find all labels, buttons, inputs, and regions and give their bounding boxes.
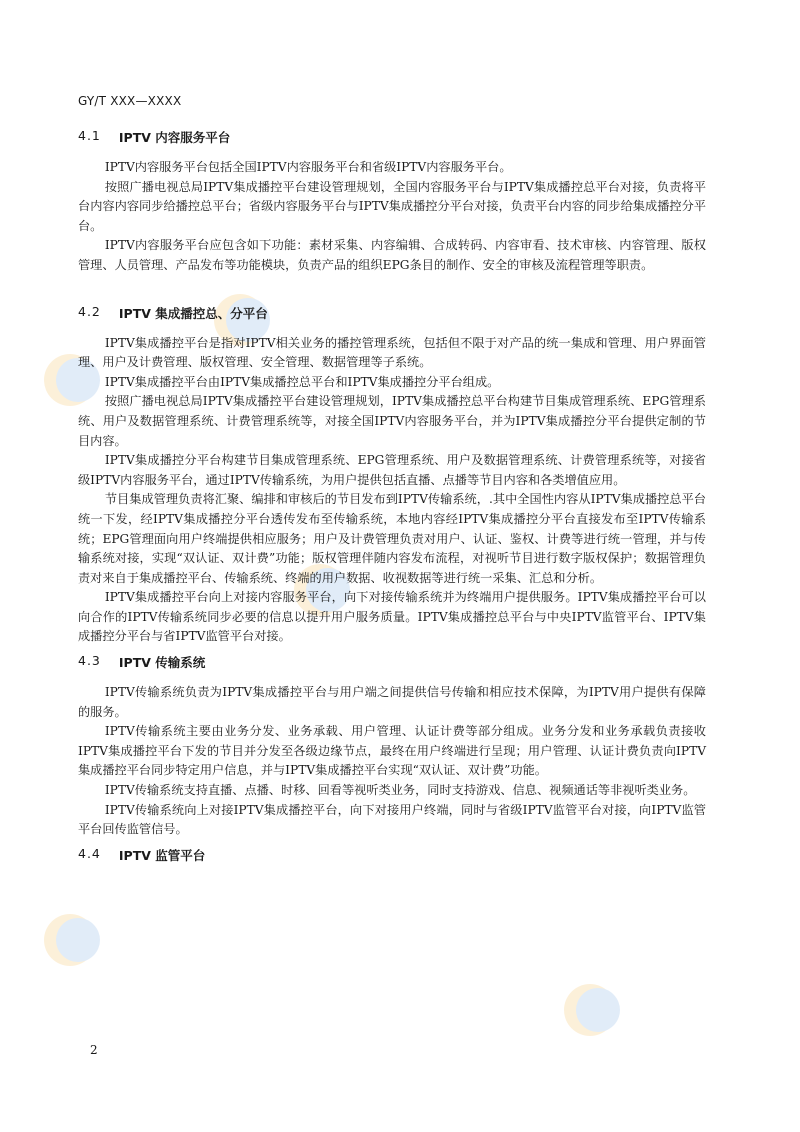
page-number: 2 xyxy=(90,1043,98,1057)
section-number: 4.2 xyxy=(78,303,101,319)
paragraph: 节目集成管理负责将汇聚、编排和审核后的节目发布到IPTV传输系统，.其中全国性内容从IPTV集成播控总平台统一下发，经IPTV集成播控分平台透传发布至传输系统，本地内容经IPTV集成播控分平台直接发布至IPTV传输系统；EPG管理面向用户终端提供相应服务；用户及计费管理负责对用户、认证、鉴权、计费等进行统一管理，并与传输系统对接，实现“双认证、双计费”功能；版权管理伴随内容发布流程，对视听节目进行数字版权保护；数据管理负责对来自于集成播控平台、传输系统、终端的用户数据、收视数据等进行统一采集、汇总和分析。 xyxy=(78,492,706,585)
paragraph: IPTV传输系统负责为IPTV集成播控平台与用户端之间提供信号传输和相应技术保障，为IPTV用户提供有保障的服务。 xyxy=(78,685,706,719)
paragraph: IPTV传输系统主要由业务分发、业务承载、用户管理、认证计费等部分组成。业务分发和业务承载负责接收IPTV集成播控平台下发的节目并分发至各级边缘节点，最终在用户终端进行呈现；用户管理、认证计费负责向IPTV集成播控平台同步特定用户信息，并与IPTV集成播控平台实现“双认证、双计费”功能。 xyxy=(78,724,706,778)
section-heading-4-3 xyxy=(78,653,706,671)
paragraph: IPTV集成播控平台向上对接内容服务平台，向下对接传输系统并为终端用户提供服务。IPTV集成播控平台可以向合作的IPTV传输系统同步必要的信息以提升用户服务质量。IPTV集成播控总平台与中央IPTV监管平台、IPTV集成播控分平台与省IPTV监管平台对接。 xyxy=(78,590,706,644)
section-heading-4-1 xyxy=(78,128,706,146)
section-heading-4-4 xyxy=(78,846,706,864)
section-heading-4-2 xyxy=(78,304,706,322)
section-title: IPTV 监管平台 xyxy=(118,847,206,863)
paragraph: IPTV传输系统向上对接IPTV集成播控平台，向下对接用户终端，同时与省级IPTV监管平台对接，向IPTV监管平台回传监管信号。 xyxy=(78,802,706,837)
paragraph: IPTV集成播控分平台构建节目集成管理系统、EPG管理系统、用户及数据管理系统、计费管理系统等，对接省级IPTV内容服务平台，通过IPTV传输系统，为用户提供包括直播、点播等节目内容和各类增值应用。 xyxy=(78,453,706,487)
paragraph: 按照广播电视总局IPTV集成播控平台建设管理规划，IPTV集成播控总平台构建节目集成管理系统、EPG管理系统、用户及数据管理系统、计费管理系统等，对接全国IPTV内容服务平台，并为IPTV集成播控分平台提供定制的节目内容。 xyxy=(78,394,706,448)
section-title: IPTV 集成播控总、分平台 xyxy=(118,305,268,321)
section-number: 4.1 xyxy=(78,128,101,143)
paragraph: IPTV集成播控平台由IPTV集成播控总平台和IPTV集成播控分平台组成。 xyxy=(104,374,500,389)
watermark-logo-icon xyxy=(560,980,630,1044)
paragraph: 按照广播电视总局IPTV集成播控平台建设管理规划，全国内容服务平台与IPTV集成播控总平台对接，负责将平台内容内容同步给播控总平台；省级内容服务平台与IPTV集成播控分平台对接，负责平台内容的同步给集成播控分平台。 xyxy=(78,179,706,233)
paragraph: IPTV内容服务平台应包含如下功能：素材采集、内容编辑、合成转码、内容审看、技术审核、内容管理、版权管理、人员管理、产品发布等功能模块，负责产品的组织EPG条目的制作、安全的审核及流程管理等职责。 xyxy=(78,238,706,272)
watermark-logo-icon xyxy=(40,910,110,974)
section-title: IPTV 内容服务平台 xyxy=(118,130,231,145)
document-body xyxy=(78,128,706,876)
document-code: GY/T XXX—XXXX xyxy=(78,94,182,108)
paragraph: IPTV传输系统支持直播、点播、时移、回看等视听类业务，同时支持游戏、信息、视频通话等非视听类业务。 xyxy=(104,783,696,798)
section-number: 4.3 xyxy=(78,653,101,669)
section-number: 4.4 xyxy=(78,845,101,861)
paragraph: IPTV内容服务平台包括全国IPTV内容服务平台和省级IPTV内容服务平台。 xyxy=(104,160,512,174)
section-title: IPTV 传输系统 xyxy=(118,655,206,671)
paragraph: IPTV集成播控平台是指对IPTV相关业务的播控管理系统，包括但不限于对产品的统一集成和管理、用户界面管理、用户及计费管理、版权管理、安全管理、数据管理等子系统。 xyxy=(78,335,706,370)
